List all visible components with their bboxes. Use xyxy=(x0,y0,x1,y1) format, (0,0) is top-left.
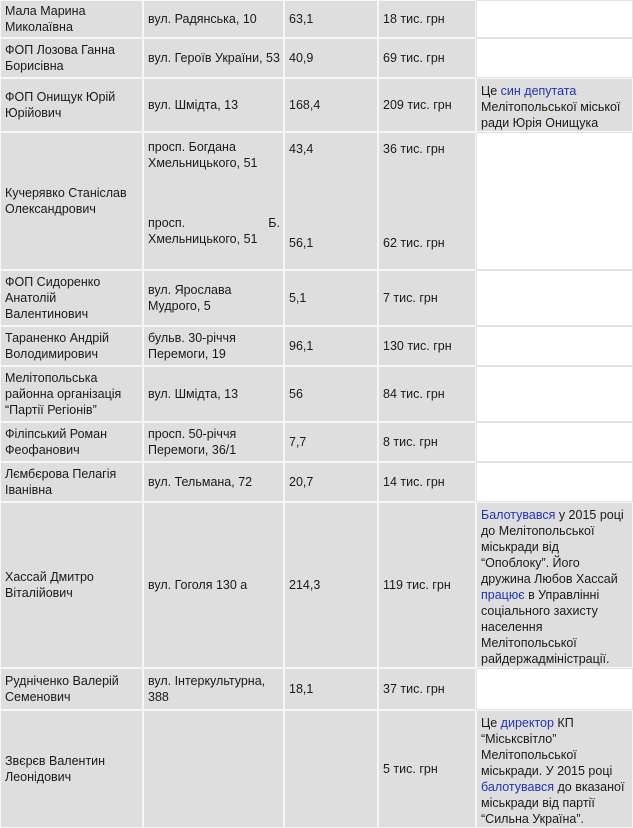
owner-name: Мелітопольська районна організація “Партії Регіонів” xyxy=(5,371,122,417)
price: 37 тис. грн xyxy=(383,682,445,696)
price: 5 тис. грн xyxy=(383,762,438,776)
note-cell xyxy=(476,0,633,38)
address: вул. Тельмана, 72 xyxy=(148,475,253,489)
address-cell xyxy=(143,0,284,38)
note-cell xyxy=(476,326,633,366)
address: просп. Богдана Хмельницького, 51 xyxy=(148,140,258,170)
area: 5,1 xyxy=(289,291,307,305)
owner-name: Лємбєрова Пелагія Іванівна xyxy=(5,467,117,497)
price: 18 тис. грн xyxy=(383,12,445,26)
price-cell xyxy=(378,462,476,502)
address: вул. Інтеркультурна, 388 xyxy=(148,674,266,704)
owner-name-cell xyxy=(0,422,143,462)
address: вул. Шмідта, 13 xyxy=(148,98,239,112)
note-fragment: у 2015 році до Мелітопольської міськради від “Опоблоку”. Його дружина Любов Хассай xyxy=(481,508,624,586)
area: 96,1 xyxy=(289,339,314,353)
price: 8 тис. грн xyxy=(383,435,438,449)
address-cell xyxy=(143,270,284,326)
area-cell xyxy=(284,502,378,668)
note-cell xyxy=(476,668,633,710)
owner-name-cell xyxy=(0,326,143,366)
area-cell xyxy=(284,326,378,366)
address-cell xyxy=(143,422,284,462)
price-cell xyxy=(378,78,476,132)
area: 18,1 xyxy=(289,682,314,696)
price-cell xyxy=(378,132,476,270)
note-link[interactable]: син депутата xyxy=(500,84,577,98)
owner-name: Тараненко Андрій Володимирович xyxy=(5,331,109,361)
note-fragment: Це xyxy=(481,84,501,98)
address: вул. Героїв України, 53 xyxy=(148,51,280,65)
area: 56,1 xyxy=(289,236,314,250)
area: 7,7 xyxy=(289,435,307,449)
address-cell xyxy=(143,132,284,270)
address: просп. Б. Хмельницького, 51 xyxy=(148,216,280,246)
address-cell xyxy=(143,38,284,78)
area-cell xyxy=(284,270,378,326)
address: вул. Радянська, 10 xyxy=(148,12,257,26)
address-cell xyxy=(143,366,284,422)
address: вул. Шмідта, 13 xyxy=(148,387,239,401)
area: 63,1 xyxy=(289,12,314,26)
owner-name-cell xyxy=(0,668,143,710)
owner-name-cell xyxy=(0,132,143,270)
note-link[interactable]: директор xyxy=(500,716,554,730)
owner-name: Звєрєв Валентин Леонідович xyxy=(5,754,106,784)
price-cell xyxy=(378,668,476,710)
address-cell xyxy=(143,710,284,828)
area-cell xyxy=(284,366,378,422)
address: просп. 50-річчя Перемоги, 36/1 xyxy=(148,427,237,457)
price: 209 тис. грн xyxy=(383,98,452,112)
owner-name: Філіпський Роман Феофанович xyxy=(5,427,107,457)
note-fragment: в Управлінні соціального захисту населення Мелітопольської райдержадміністрації. xyxy=(481,588,610,666)
area-cell xyxy=(284,710,378,828)
price-cell xyxy=(378,710,476,828)
note-cell xyxy=(476,462,633,502)
owner-name: Кучерявко Станіслав Олександрович xyxy=(5,186,127,216)
price-cell xyxy=(378,38,476,78)
note-cell xyxy=(476,78,633,132)
area: 168,4 xyxy=(289,98,321,112)
owner-name-cell xyxy=(0,502,143,668)
address: вул. Гоголя 130 а xyxy=(148,578,248,592)
area-cell xyxy=(284,78,378,132)
address-cell xyxy=(143,462,284,502)
owner-name-cell xyxy=(0,78,143,132)
owner-name-cell xyxy=(0,462,143,502)
address-cell xyxy=(143,326,284,366)
price: 119 тис. грн xyxy=(383,578,451,592)
owner-name: ФОП Онищук Юрій Юрійович xyxy=(5,90,116,120)
area-cell xyxy=(284,132,378,270)
owner-name-cell xyxy=(0,0,143,38)
address-cell xyxy=(143,502,284,668)
area: 40,9 xyxy=(289,51,314,65)
note-cell xyxy=(476,38,633,78)
price: 130 тис. грн xyxy=(383,339,452,353)
note-cell xyxy=(476,422,633,462)
owner-name: Рудніченко Валерій Семенович xyxy=(5,674,119,704)
area: 56 xyxy=(289,387,303,401)
owner-name: Хассай Дмитро Віталійович xyxy=(5,570,94,600)
area: 20,7 xyxy=(289,475,314,489)
owner-name-cell xyxy=(0,270,143,326)
price: 36 тис. грн xyxy=(383,142,445,156)
area-cell xyxy=(284,38,378,78)
owner-name-cell xyxy=(0,710,143,828)
note-fragment: Це xyxy=(481,716,501,730)
area: 43,4 xyxy=(289,142,314,156)
address-cell xyxy=(143,78,284,132)
note-cell xyxy=(476,710,633,828)
note-link[interactable]: працює xyxy=(481,588,525,602)
price: 84 тис. грн xyxy=(383,387,445,401)
price-cell xyxy=(378,270,476,326)
note-text xyxy=(481,507,630,667)
price-cell xyxy=(378,366,476,422)
price: 14 тис. грн xyxy=(383,475,445,489)
area-cell xyxy=(284,0,378,38)
price-cell xyxy=(378,422,476,462)
price-cell xyxy=(378,0,476,38)
note-fragment: КП “Міськсвітло” Мелітопольської міськради. У 2015 році xyxy=(481,716,613,778)
price-cell xyxy=(378,502,476,668)
owner-name-cell xyxy=(0,38,143,78)
note-text xyxy=(481,715,630,827)
owner-name-cell xyxy=(0,366,143,422)
area: 214,3 xyxy=(289,578,321,592)
area-cell xyxy=(284,668,378,710)
note-cell xyxy=(476,270,633,326)
note-fragment: до вказаної міськради від партії “Сильна Україна”. xyxy=(481,780,625,826)
note-text xyxy=(481,83,630,131)
owner-name: Мала Марина Миколаївна xyxy=(5,4,86,34)
price-cell xyxy=(378,326,476,366)
owner-name: ФОП Сидоренко Анатолій Валентинович xyxy=(5,275,101,321)
note-link[interactable]: балотувався xyxy=(481,780,555,794)
price: 62 тис. грн xyxy=(383,236,445,250)
note-fragment: Мелітопольської міської ради Юрія Онищука xyxy=(481,100,621,130)
address-cell xyxy=(143,668,284,710)
note-cell xyxy=(476,132,633,270)
address: бульв. 30-річчя Перемоги, 19 xyxy=(148,331,236,361)
address: вул. Ярослава Мудрого, 5 xyxy=(148,283,232,313)
note-cell xyxy=(476,502,633,668)
price: 69 тис. грн xyxy=(383,51,445,65)
note-link[interactable]: Балотувався xyxy=(481,508,556,522)
owner-name: ФОП Лозова Ганна Борисівна xyxy=(5,43,115,73)
area-cell xyxy=(284,462,378,502)
area-cell xyxy=(284,422,378,462)
note-cell xyxy=(476,366,633,422)
price: 7 тис. грн xyxy=(383,291,438,305)
